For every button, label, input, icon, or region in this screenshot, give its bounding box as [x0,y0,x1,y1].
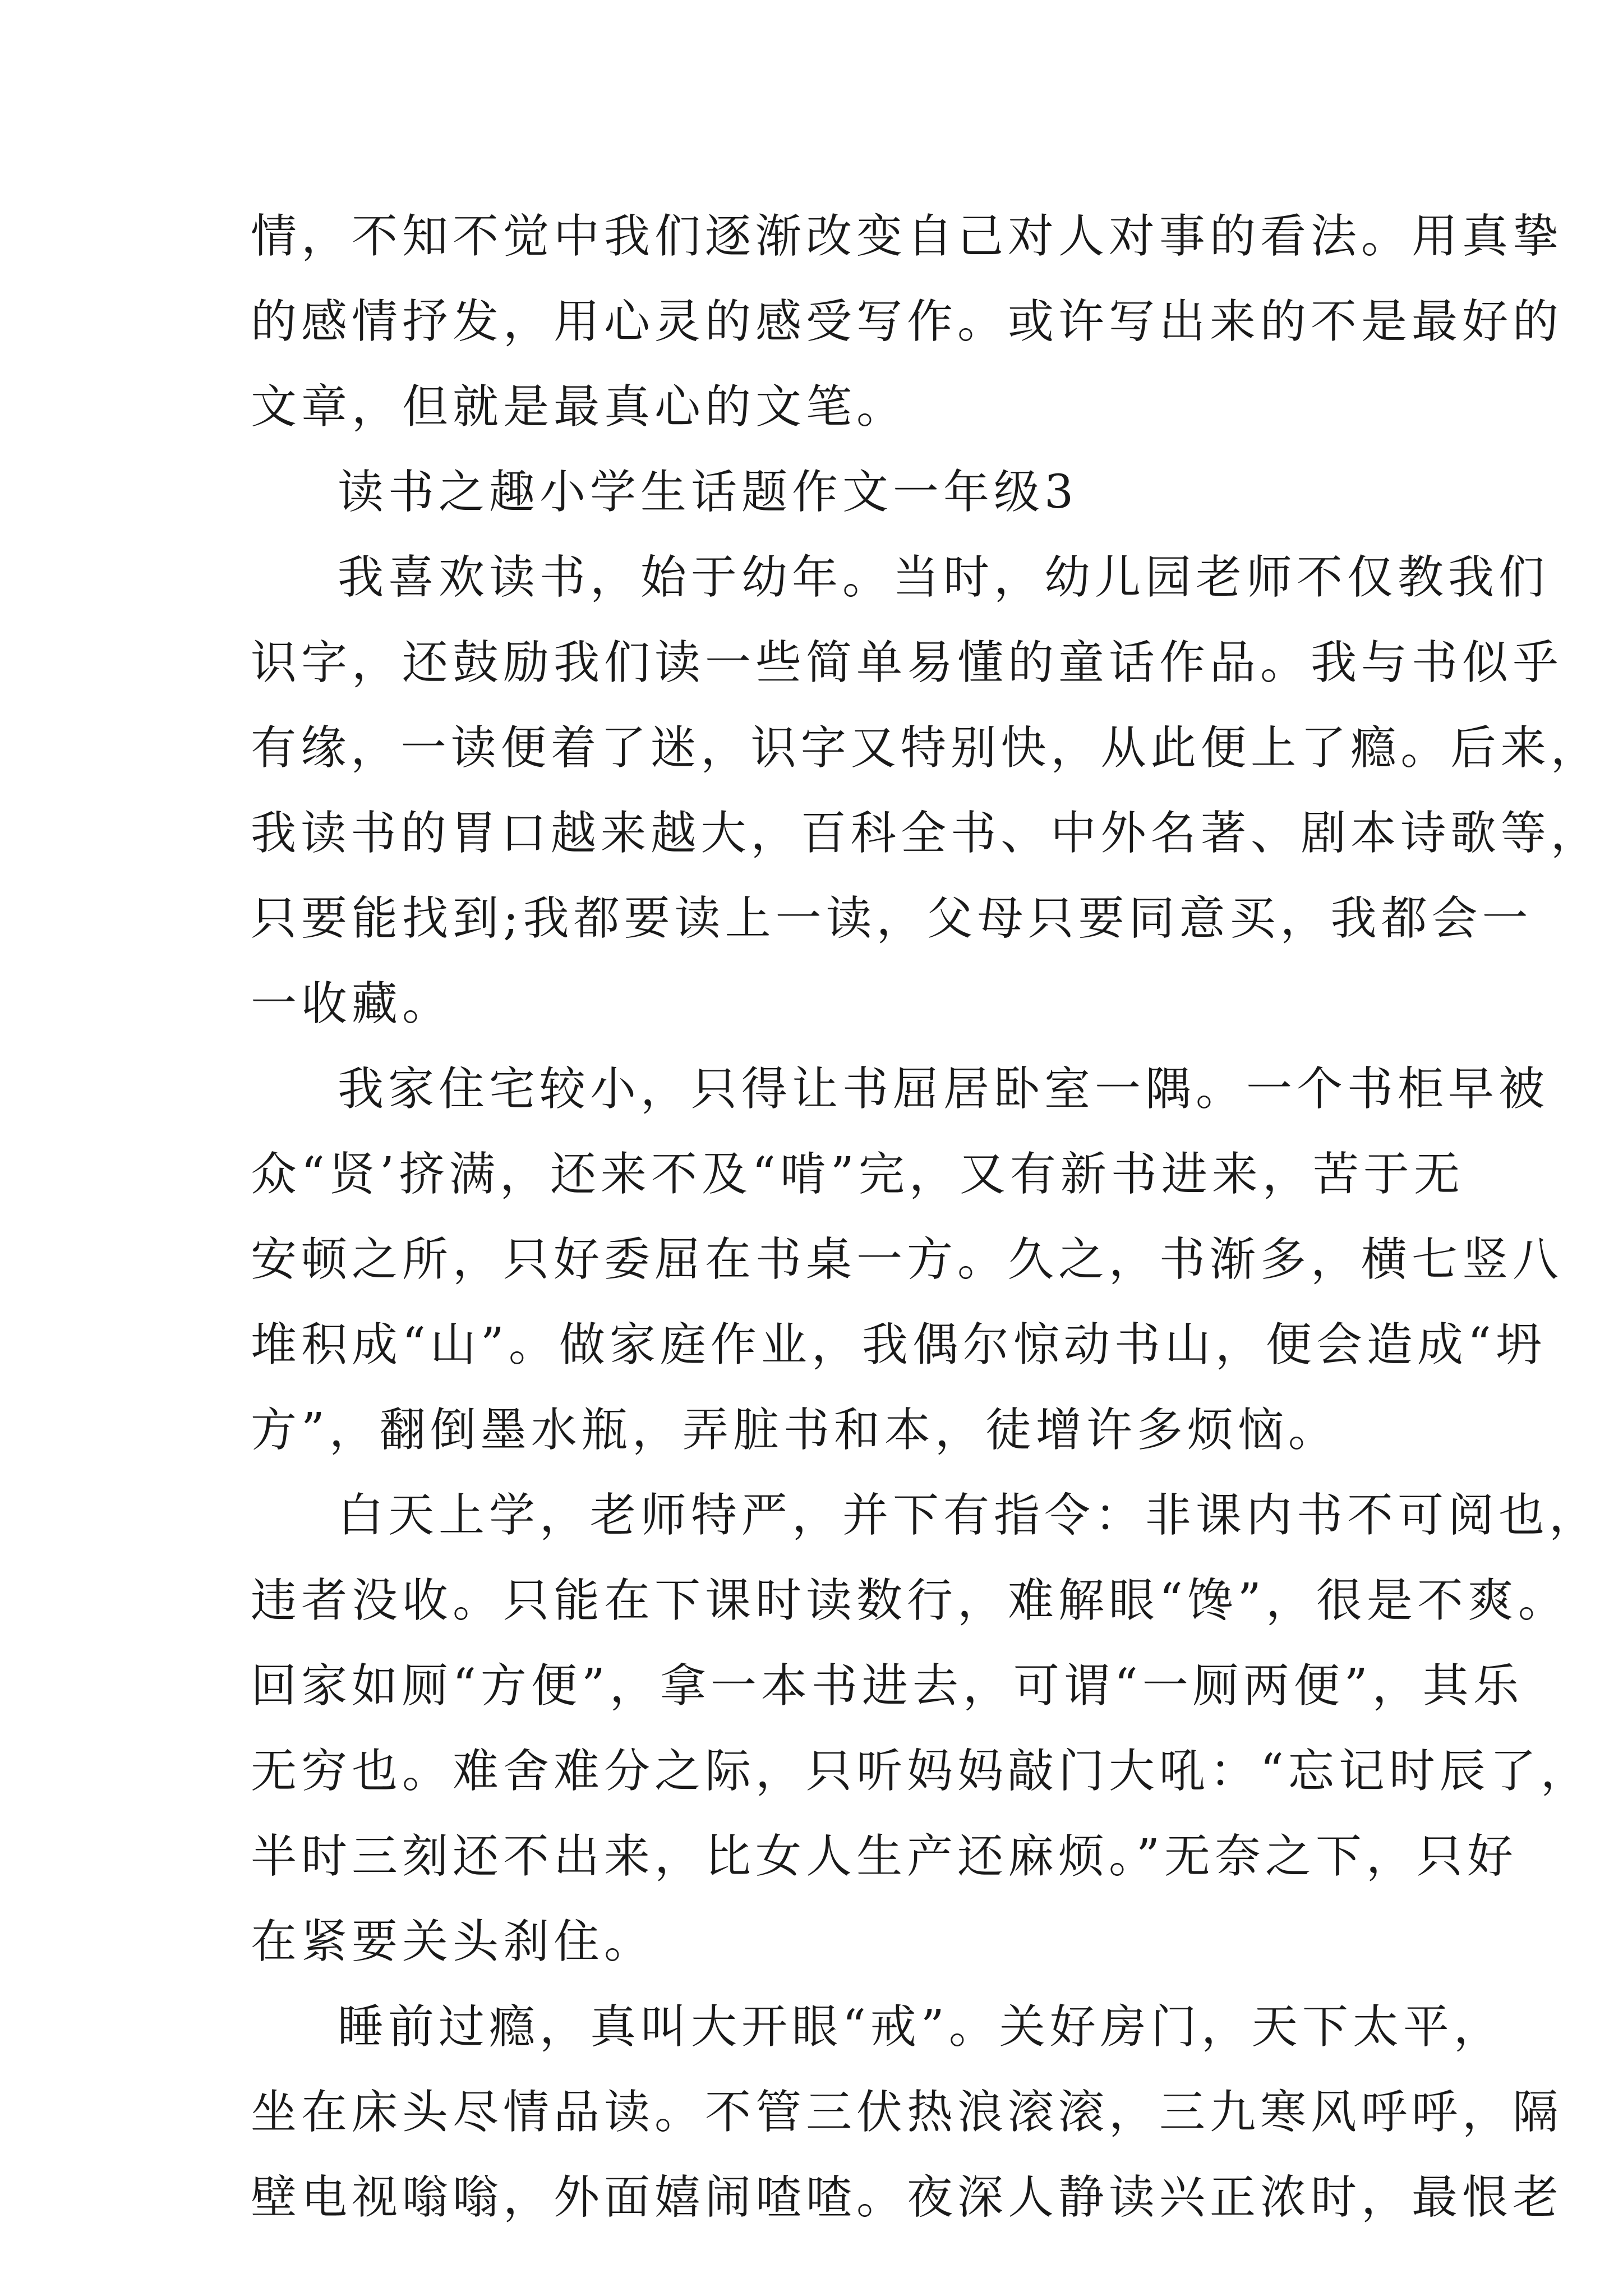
text-line: 在紧要关头刹住。 [251,1915,655,1968]
text-line: 坐在床头尽情品读。不管三伏热浪滚滚，三九寒风呼呼，隔 [251,2086,1564,2139]
text-line: 堆积成“山”。做家庭作业，我偶尔惊动书山，便会造成“坍 [251,1318,1546,1372]
text-line: 文章，但就是最真心的文笔。 [251,380,907,434]
text-line: 方”，翻倒墨水瓶，弄脏书和本，徒增许多烦恼。 [251,1404,1339,1457]
text-line: 壁电视嗡嗡，外面嬉闹喳喳。夜深人静读兴正浓时，最恨老 [251,2171,1564,2224]
text-line: 情，不知不觉中我们逐渐改变自己对人对事的看法。用真挚 [251,210,1564,263]
text-line: 无穷也。难舍难分之际，只听妈妈敲门大吼：“忘记时辰了， [251,1745,1591,1798]
text-line: 有缘，一读便着了迷，识字又特别快，从此便上了瘾。后来， [251,721,1601,775]
text-line: 我家住宅较小，只得让书屈居卧室一隅。一个书柜早被 [338,1062,1550,1116]
text-line: 我喜欢读书，始于幼年。当时，幼儿园老师不仅教我们 [338,551,1550,604]
text-line: 众“贤’挤满，还来不及“啃”完，又有新书进来，苦于无 [251,1148,1464,1201]
text-line: 我读书的胃口越来越大，百科全书、中外名著、剧本诗歌等， [251,807,1601,860]
text-line: 只要能找到;我都要读上一读，父母只要同意买，我都会一 [251,892,1533,945]
text-line: 睡前过瘾，真叫大开眼“戒”。关好房门，天下太平， [338,2000,1504,2054]
text-line: 白天上学，老师特严，并下有指令：非课内书不可阅也， [338,1489,1600,1542]
text-line: 的感情抒发，用心灵的感受写作。或许写出来的不是最好的 [251,295,1564,348]
text-line: 安顿之所，只好委屈在书桌一方。久之，书渐多，横七竖八 [251,1233,1564,1286]
text-line: 识字，还鼓励我们读一些简单易懂的童话作品。我与书似乎 [251,636,1564,689]
text-line: 违者没收。只能在下课时读数行，难解眼“馋”，很是不爽。 [251,1574,1569,1627]
text-line: 回家如厕“方便”，拿一本书进去，可谓“一厕两便”，其乐 [251,1659,1524,1713]
text-line: 半时三刻还不出来，比女人生产还麻烦。”无奈之下，只好 [251,1830,1518,1883]
section-heading: 读书之趣小学生话题作文一年级3 [338,466,1078,519]
text-line: 一收藏。 [251,977,453,1030]
